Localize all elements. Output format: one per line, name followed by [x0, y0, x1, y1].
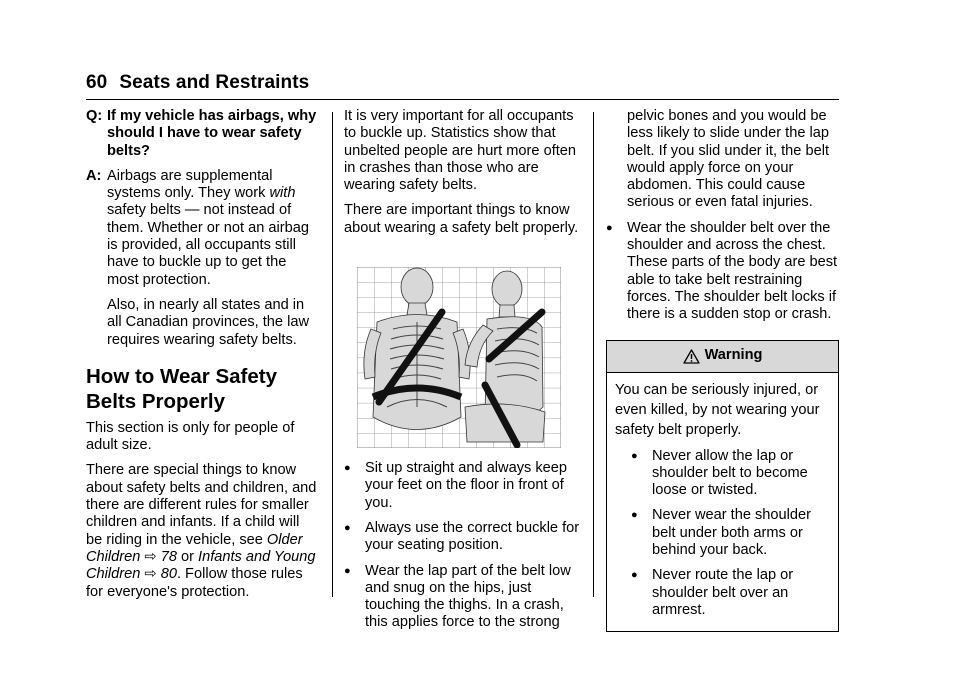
column-2 — [344, 108, 580, 632]
list-item: ● Sit up straight and always keep your feet on the floor in front of you. — [344, 460, 567, 511]
header-rule — [86, 99, 839, 100]
column-3 — [606, 108, 839, 632]
warning-body — [607, 373, 838, 632]
question-block — [86, 108, 318, 160]
section-paragraph-2: There are special things to know about safety belts and children, and there are different rules for smaller children and infants. If a child will be riding in the vehicle, see Older Children ⇨ 78 or Infants and Young Children ⇨ 80. Follow those rules for everyone's protection. — [86, 462, 317, 600]
list-item: ● Never wear the shoulder belt under both arms or behind your back. — [631, 507, 811, 559]
ref-older-children[interactable]: Older Children — [86, 531, 303, 565]
page-arrow-icon: ⇨ — [144, 566, 157, 583]
column-divider-1 — [332, 112, 333, 597]
bullet-icon: ● — [344, 462, 351, 475]
col2-paragraph-1: It is very important for all occupants to buckle up. Statistics show that unbelted people are hurt more often in crashes than those who are wearing safety belts. — [344, 108, 577, 194]
col2-paragraph-2: There are important things to know about wearing a safety belt properly. — [344, 202, 579, 236]
answer-text: Airbags are supplemental systems only. They work with safety belts — not instead of them. Whether or not an airbag is provided, all occupants still have to buckle up to get the most protection. — [107, 167, 309, 288]
bullet-icon: ● — [344, 521, 351, 534]
list-item: ● Never route the lap or shoulder belt over an armrest. — [631, 567, 794, 618]
list-item: ● Always use the correct buckle for your seating position. — [344, 519, 580, 554]
section-heading: How to Wear Safety Belts Properly — [86, 364, 277, 413]
list-item: ● Wear the lap part of the belt low and snug on the hips, just touching the thighs. In a crash, this applies force to the strong — [344, 562, 571, 631]
question-text: If my vehicle has airbags, why should I have to wear safety belts? — [107, 108, 317, 159]
skeleton-belt-figure — [357, 267, 561, 448]
column-1 — [86, 108, 318, 601]
bullet-icon: ● — [344, 564, 351, 577]
page-header — [86, 72, 309, 94]
page-number: 60 — [86, 72, 108, 93]
list-item: ● Never allow the lap or shoulder belt to become loose or twisted. — [631, 447, 808, 499]
answer-paragraph-2: Also, in nearly all states and in all Canadian provinces, the law requires wearing safety belts. — [107, 296, 309, 348]
warning-triangle-icon — [683, 349, 700, 364]
bullet-icon: ● — [606, 221, 613, 234]
safety-belt-illustration — [357, 267, 561, 448]
bullet-icon: ● — [631, 449, 638, 462]
column-divider-2 — [593, 112, 594, 597]
section-paragraph-1: This section is only for people of adult size. — [86, 419, 295, 454]
list-item: ● Wear the shoulder belt over the shoulder and across the chest. These parts of the body are best able to take belt restraining forces. The shoulder belt locks if there is a sudden stop or crash. — [606, 219, 838, 323]
page-arrow-icon: ⇨ — [144, 548, 157, 565]
ref-infants-young-children[interactable]: Infants and Young Children — [86, 548, 316, 583]
bullet-icon: ● — [631, 569, 638, 582]
answer-label: A: — [86, 167, 102, 184]
warning-header — [607, 341, 838, 373]
warning-title: Warning — [704, 347, 763, 364]
warning-text: You can be seriously injured, or even killed, by not wearing your safety belt properly. — [615, 381, 820, 438]
chapter-title: Seats and Restraints — [119, 72, 310, 93]
warning-box — [606, 340, 839, 633]
bullet-continuation: pelvic bones and you would be less likely to slide under the lap belt. If you slid under it, the belt would apply force on your abdomen. This could cause serious or even fatal injuries. — [627, 108, 829, 211]
answer-block — [86, 168, 318, 289]
bullet-icon: ● — [631, 509, 638, 522]
question-label: Q: — [86, 108, 103, 124]
